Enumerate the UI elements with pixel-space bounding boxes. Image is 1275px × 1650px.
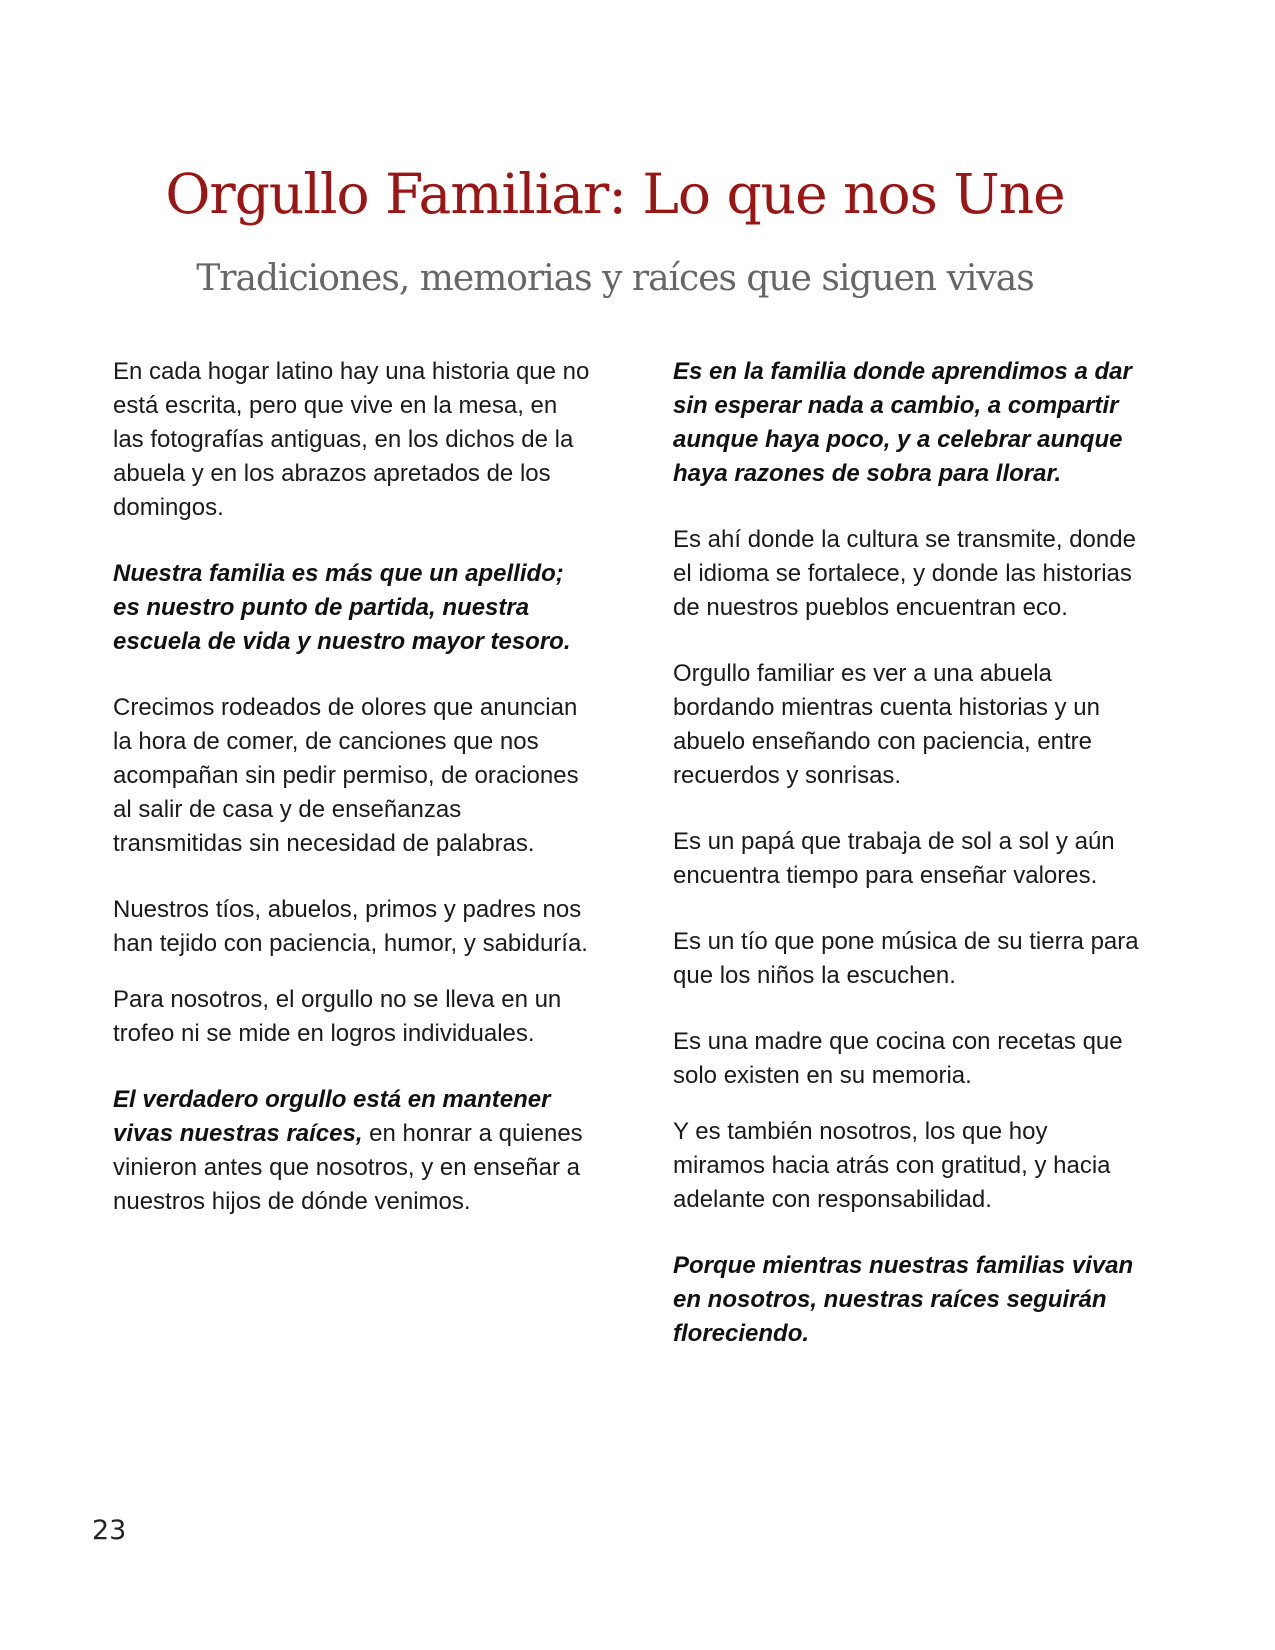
paragraph: Para nosotros, el orgullo no se lleva en un trofeo ni se mide en logros individuales. xyxy=(113,986,562,1047)
emphasis-paragraph: Nuestra familia es más que un apellido; es nuestro punto de partida, nuestra escuela de vida y nuestro mayor tesoro. xyxy=(113,560,571,655)
paragraph: Nuestros tíos, abuelos, primos y padres nos han tejido con paciencia, humor, y sabiduría. xyxy=(113,896,588,957)
emphasis-text: El verdadero orgullo está en mantener vivas nuestras raíces, xyxy=(113,1086,551,1147)
page-subtitle: Tradiciones, memorias y raíces que siguen vivas xyxy=(196,258,1034,299)
paragraph: En cada hogar latino hay una historia que no está escrita, pero que vive en la mesa, en las fotografías antiguas, en los dichos de la abuela y en los abrazos apretados de los domingos. xyxy=(113,358,590,521)
emphasis-paragraph: Es en la familia donde aprendimos a dar sin esperar nada a cambio, a compartir aunque haya poco, y a celebrar aunque haya razones de sobra para llorar. xyxy=(673,358,1132,487)
page-title: Orgullo Familiar: Lo que nos Une xyxy=(165,162,1065,226)
paragraph: Es un tío que pone música de su tierra para que los niños la escuchen. xyxy=(673,928,1139,989)
paragraph xyxy=(113,1083,593,1219)
paragraph: Crecimos rodeados de olores que anuncian la hora de comer, de canciones que nos acompañan sin pedir permiso, de oraciones al salir de casa y de enseñanzas transmitidas sin necesidad de palabras. xyxy=(113,694,579,857)
paragraph: Orgullo familiar es ver a una abuela bordando mientras cuenta historias y un abuelo enseñando con paciencia, entre recuerdos y sonrisas. xyxy=(673,660,1100,789)
right-column xyxy=(673,355,1143,1383)
paragraph: Y es también nosotros, los que hoy miramos hacia atrás con gratitud, y hacia adelante con responsabilidad. xyxy=(673,1118,1111,1213)
paragraph: Es ahí donde la cultura se transmite, donde el idioma se fortalece, y donde las historias de nuestros pueblos encuentran eco. xyxy=(673,526,1136,621)
emphasis-paragraph: Porque mientras nuestras familias vivan en nosotros, nuestras raíces seguirán floreciendo. xyxy=(673,1252,1134,1347)
paragraph-text: en honrar a quienes vinieron antes que nosotros, y en enseñar a nuestros hijos de dónde venimos. xyxy=(113,1120,583,1215)
paragraph: Es una madre que cocina con recetas que solo existen en su memoria. xyxy=(673,1028,1123,1089)
page-number: 23 xyxy=(92,1515,127,1546)
paragraph: Es un papá que trabaja de sol a sol y aún encuentra tiempo para enseñar valores. xyxy=(673,828,1115,889)
left-column xyxy=(113,355,593,1251)
